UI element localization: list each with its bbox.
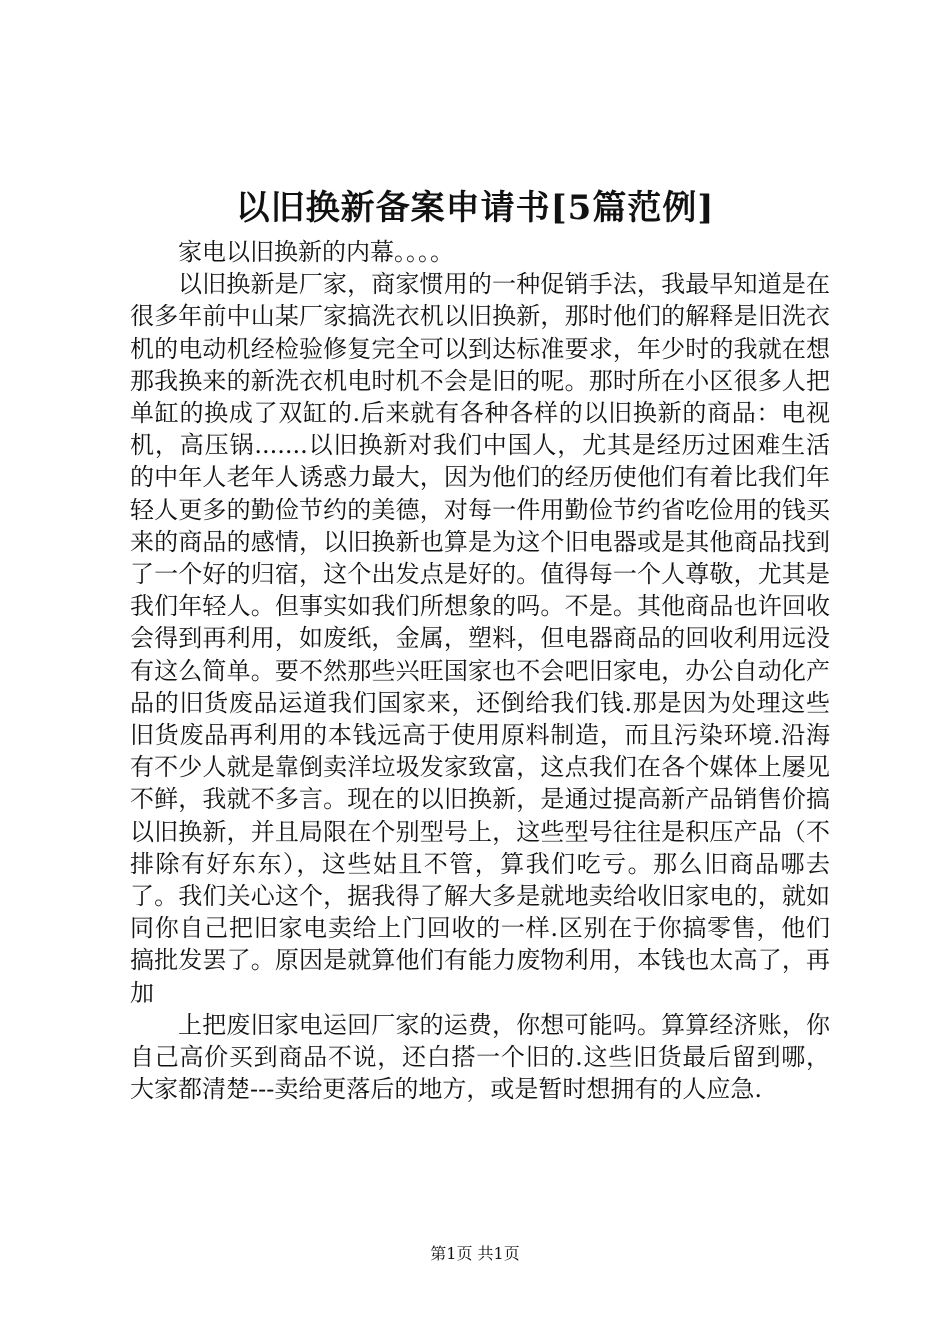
paragraph-intro: 家电以旧换新的内幕。。。。 xyxy=(178,238,454,266)
document-title: 以旧换新备案申请书[5篇范例] xyxy=(235,188,715,228)
paragraph-conclusion: 上把废旧家电运回厂家的运费，你想可能吗。算算经济账，你自己高价买到商品不说，还白搭一个旧的.这些旧货最后留到哪，大家都清楚---卖给更落后的地方，或是暂时想拥有的人应急. xyxy=(130,1010,830,1104)
document-body xyxy=(130,236,830,1105)
page-number-footer: 第1页 共1页 xyxy=(430,1244,520,1263)
paragraph-main: 以旧换新是厂家，商家惯用的一种促销手法，我最早知道是在很多年前中山某厂家搞洗衣机以旧换新，那时他们的解释是旧洗衣机的电动机经检验修复完全可以到达标准要求，年少时的我就在想那我换来的新洗衣机电时机不会是旧的呢。那时所在小区很多人把单缸的换成了双缸的.后来就有各种各样的以旧换新的商品：电视机，高压锅.......以旧换新对我们中国人，尤其是经历过困难生活的中年人老年人诱惑力最大，因为他们的经历使他们有着比我们年轻人更多的勤俭节约的美德，对每一件用勤俭节约省吃俭用的钱买来的商品的感情，以旧换新也算是为这个旧电器或是其他商品找到了一个好的归宿，这个出发点是好的。值得每一个人尊敬，尤其是我们年轻人。但事实如我们所想象的吗。不是。其他商品也许回收会得到再利用，如废纸，金属，塑料，但电器商品的回收利用远没有这么简单。要不然那些兴旺国家也不会吧旧家电，办公自动化产品的旧货废品运道我们国家来，还倒给我们钱.那是因为处理这些旧货废品再利用的本钱远高于使用原料制造，而且污染环境.沿海有不少人就是靠倒卖洋垃圾发家致富，这点我们在各个媒体上屡见不鲜，我就不多言。现在的以旧换新，是通过提高新产品销售价搞以旧换新，并且局限在个别型号上，这些型号往往是积压产品（不排除有好东东），这些姑且不管，算我们吃亏。那么旧商品哪去了。我们关心这个，据我得了解大多是就地卖给收旧家电的，就如同你自己把旧家电卖给上门回收的一样.区别在于你搞零售，他们搞批发罢了。原因是就算他们有能力废物利用，本钱也太高了，再加 xyxy=(130,270,830,1007)
